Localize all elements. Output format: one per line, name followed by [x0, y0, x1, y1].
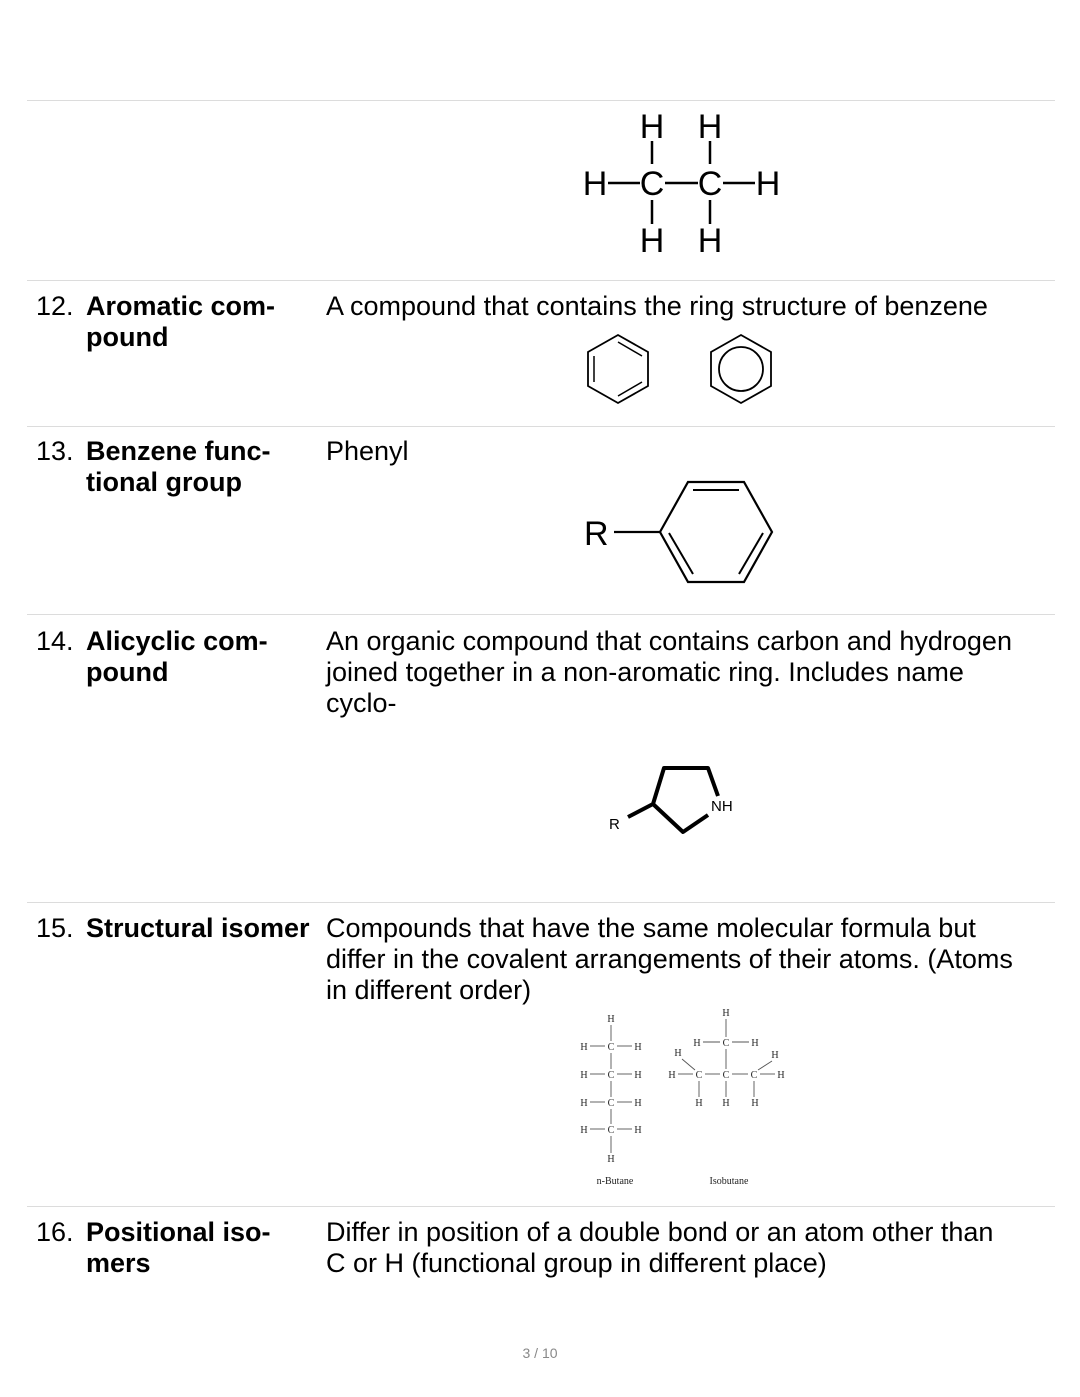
- definition-line: C or H (functional group in different place): [326, 1248, 827, 1278]
- svg-text:C: C: [639, 165, 665, 203]
- svg-text:H: H: [722, 1098, 730, 1109]
- entry-term: [86, 291, 275, 353]
- svg-text:H: H: [697, 108, 723, 146]
- svg-text:H: H: [697, 222, 723, 260]
- svg-text:H: H: [580, 1042, 588, 1053]
- phenyl-r-label: R: [584, 515, 609, 553]
- benzene-circle-diagram: [705, 332, 777, 406]
- svg-text:H: H: [751, 1098, 759, 1109]
- term-line: Aromatic com-: [86, 291, 276, 321]
- entry-number: 12.: [36, 291, 74, 321]
- definition-line: Differ in position of a double bond or an atom other than: [326, 1217, 994, 1247]
- term-line: tional group: [86, 467, 242, 497]
- svg-text:H: H: [580, 1070, 588, 1081]
- svg-text:C: C: [607, 1070, 615, 1081]
- row-divider: [27, 100, 1055, 101]
- entry-number: 15.: [36, 913, 74, 943]
- entry-definition: [326, 913, 1056, 1006]
- n-butane-label: n-Butane: [596, 1176, 634, 1187]
- definition-line: cyclo-: [326, 688, 397, 718]
- row-divider: [27, 902, 1055, 903]
- entry-definition: [326, 436, 1056, 467]
- isobutane-label: Isobutane: [709, 1176, 749, 1187]
- svg-text:H: H: [639, 222, 665, 260]
- entry-definition: [326, 291, 1056, 322]
- definition-line: joined together in a non-aromatic ring. Includes name: [326, 657, 964, 687]
- svg-text:H: H: [582, 165, 608, 203]
- benzene-kekule-diagram: [582, 332, 654, 406]
- svg-text:H: H: [634, 1070, 642, 1081]
- svg-text:C: C: [697, 165, 723, 203]
- entry-number: 14.: [36, 626, 74, 656]
- ethane-structure-diagram: [580, 108, 790, 258]
- row-divider: [27, 614, 1055, 615]
- svg-text:H: H: [634, 1098, 642, 1109]
- svg-text:H: H: [777, 1070, 785, 1081]
- svg-text:H: H: [693, 1038, 701, 1049]
- term-line: pound: [86, 322, 169, 352]
- term-line: Alicyclic com-: [86, 626, 268, 656]
- svg-text:C: C: [750, 1070, 758, 1081]
- svg-text:H: H: [722, 1008, 730, 1019]
- svg-text:H: H: [580, 1125, 588, 1136]
- row-divider: [27, 426, 1055, 427]
- row-divider: [27, 280, 1055, 281]
- svg-text:H: H: [580, 1098, 588, 1109]
- svg-text:H: H: [771, 1050, 779, 1061]
- svg-text:C: C: [695, 1070, 703, 1081]
- svg-text:H: H: [751, 1038, 759, 1049]
- term-line: pound: [86, 657, 169, 687]
- svg-text:C: C: [722, 1070, 730, 1081]
- svg-text:C: C: [607, 1125, 615, 1136]
- n-butane-diagram: [570, 1008, 660, 1188]
- entry-term: [86, 913, 310, 944]
- entry-definition: [326, 626, 1056, 719]
- definition-line: An organic compound that contains carbon and hydrogen: [326, 626, 1012, 656]
- entry-number: 16.: [36, 1217, 74, 1247]
- entry-term: [86, 1217, 271, 1279]
- svg-text:H: H: [607, 1014, 615, 1025]
- entry-number: 13.: [36, 436, 74, 466]
- svg-text:H: H: [668, 1070, 676, 1081]
- definition-line: differ in the covalent arrangements of their atoms. (Atoms: [326, 944, 1013, 974]
- svg-text:C: C: [607, 1098, 615, 1109]
- svg-text:H: H: [755, 165, 781, 203]
- definition-line: A compound that contains the ring structure of benzene: [326, 291, 988, 321]
- definition-line: in different order): [326, 975, 532, 1005]
- pyrrolidine-diagram: [600, 760, 750, 842]
- svg-text:H: H: [634, 1042, 642, 1053]
- page-number: 3 / 10: [522, 1345, 558, 1361]
- svg-text:H: H: [695, 1098, 703, 1109]
- entry-term: [86, 626, 268, 688]
- term-line: Structural isomer: [86, 913, 310, 943]
- row-divider: [27, 1206, 1055, 1207]
- pyrrolidine-nh-label: NH: [711, 798, 733, 815]
- pyrrolidine-r-label: R: [609, 816, 620, 833]
- svg-text:H: H: [607, 1154, 615, 1165]
- term-line: Positional iso-: [86, 1217, 271, 1247]
- term-line: Benzene func-: [86, 436, 271, 466]
- definition-line: Phenyl: [326, 436, 409, 466]
- svg-text:H: H: [634, 1125, 642, 1136]
- svg-text:C: C: [722, 1038, 730, 1049]
- isobutane-diagram: [660, 1004, 800, 1189]
- svg-text:H: H: [674, 1048, 682, 1059]
- entry-term: [86, 436, 271, 498]
- phenyl-group-diagram: [580, 475, 780, 587]
- svg-text:C: C: [607, 1042, 615, 1053]
- definition-line: Compounds that have the same molecular formula but: [326, 913, 976, 943]
- term-line: mers: [86, 1248, 151, 1278]
- svg-text:H: H: [639, 108, 665, 146]
- entry-definition: [326, 1217, 1056, 1279]
